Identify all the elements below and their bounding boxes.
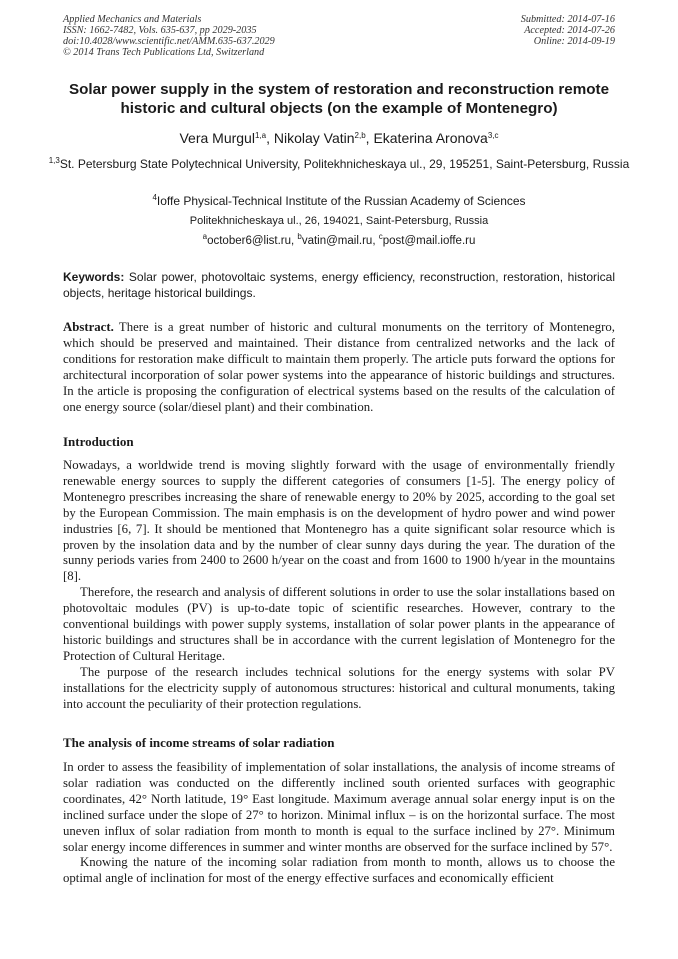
journal-copyright: © 2014 Trans Tech Publications Ltd, Switzerland: [63, 46, 265, 58]
paragraph: The purpose of the research includes technical solutions for the energy systems with solar PV installations for the electricity supply of autonomous structures: historical and cultural monuments, taking into account the peculiarity of their protection regulations.: [63, 664, 615, 711]
keywords-label: Keywords:: [63, 270, 125, 284]
abstract: [63, 320, 615, 415]
email-link[interactable]: post@mail.ioffe.ru: [382, 235, 476, 247]
paragraph: In order to assess the feasibility of implementation of solar installations, the analysis of income streams of solar radiation was conducted on the differently inclined south oriented surfaces with geographic coordinates, 42° North latitude, 19° East longitude. Maximum average annual solar energy input is on the inclined surface under the slope of 27° to horizon. Minimal influx – is on the horizontal surface. The most uneven influx of solar radiation from month to month is equal to the surface inclined by 27°. Minimum solar energy income differences in summer and winter months are observed for the surface inclined by 57°.: [63, 760, 615, 854]
paragraph: Nowadays, a worldwide trend is moving slightly forward with the usage of environmentally friendly renewable energy sources to supply the different categories of consumers [1-5]. The energy policy of Montenegro prescribes increasing the share of renewable energy to 20% by 2025, according to the goal set by the European Commission. The main emphasis is on the development of hydro power and wind power industries [6, 7]. It should be mentioned that Montenegro has a quite significant solar resource which is proven by the insolation data and by the number of clear sunny days during the year. The duration of the sunny periods varies from 2400 to 2600 h/year on the coast and from 1600 to 1900 h/year in the mountains [8].: [63, 458, 615, 584]
author-list: [40, 129, 638, 147]
affiliation-address: Politekhnicheskaya ul., 26, 194021, Saint-Petersburg, Russia: [189, 215, 489, 227]
analysis-body: [63, 760, 615, 887]
keywords-text: Solar power, photovoltaic systems, energy efficiency, reconstruction, restoration, historical objects, heritage historical buildings.: [63, 270, 615, 300]
email-link[interactable]: vatin@mail.ru: [301, 235, 373, 247]
author-sep: ,: [365, 130, 374, 146]
author-sup: 2,b: [354, 131, 366, 140]
journal-issn: ISSN: 1662-7482, Vols. 635-637, pp 2029-2035: [63, 24, 257, 36]
introduction-body: [63, 458, 615, 713]
email-link[interactable]: october6@list.ru: [207, 235, 291, 247]
email-sep: ,: [372, 235, 379, 247]
section-heading-introduction: Introduction: [63, 434, 134, 449]
journal-info: [63, 15, 275, 59]
abstract-label: Abstract.: [63, 320, 114, 334]
author-name: Ekaterina Aronova: [373, 130, 488, 146]
affiliation-sup: 1,3: [48, 156, 60, 165]
author-sup: 3,c: [487, 131, 499, 140]
author-name: Vera Murgul: [179, 130, 255, 146]
date-accepted: Accepted: 2014-07-26: [524, 24, 615, 36]
submission-dates: [521, 15, 615, 48]
author-emails: [40, 233, 638, 250]
email-sep: ,: [291, 235, 298, 247]
affiliation-text: Ioffe Physical-Technical Institute of the Russian Academy of Sciences: [156, 194, 526, 208]
author-name: Nikolay Vatin: [273, 130, 355, 146]
email-sup: a: [202, 232, 208, 241]
author-sup: 1,a: [254, 131, 267, 140]
journal-doi: doi:10.4028/www.scientific.net/AMM.635-637.2029: [63, 35, 275, 47]
email-sup: c: [378, 232, 383, 241]
affiliation-text: St. Petersburg State Polytechnical University, Politekhnicheskaya ul., 29, 195251, Saint-Petersburg, Russia: [59, 157, 630, 171]
journal-name: Applied Mechanics and Materials: [63, 14, 202, 25]
author-sep: ,: [266, 130, 274, 146]
affiliation-1: [40, 156, 638, 173]
email-sup: b: [297, 232, 302, 241]
paper-title: Solar power supply in the system of restoration and reconstruction remote historic and cultural objects (on the example of Montenegro): [68, 81, 610, 117]
affiliation-2: [40, 193, 638, 210]
abstract-text: There is a great number of historic and cultural monuments on the territory of Montenegro, which should be preserved and maintained. Their distance from centralized networks and the lack of conditions for restoration make difficult to maintain them properly. The article puts forward the options for architectural incorporation of solar power systems into the appearance of historic buildings and structures. In the article is proposing the configuration of electrical systems based on the results of the calculation of one energy source (solar/diesel plant) and their combination.: [63, 320, 615, 414]
paragraph: Knowing the nature of the incoming solar radiation from month to month, allows us to choose the optimal angle of inclination for most of the energy effective surfaces and economically efficient: [63, 855, 615, 886]
affiliation-sup: 4: [152, 193, 157, 202]
paragraph: Therefore, the research and analysis of different solutions in order to use the solar installations based on photovoltaic modules (PV) is up-to-date topic of scientific researches. However, contrary to the conventional buildings with power supply systems, installation of solar power plants in the appearance of historic buildings and structures shall be in accordance with the current legislation of Montenegro for the Protection of Cultural Heritage.: [63, 585, 615, 663]
keywords: [63, 269, 615, 301]
date-online: Online: 2014-09-19: [533, 35, 615, 47]
section-heading-analysis: The analysis of income streams of solar radiation: [63, 735, 335, 750]
date-submitted: Submitted: 2014-07-16: [520, 14, 615, 25]
